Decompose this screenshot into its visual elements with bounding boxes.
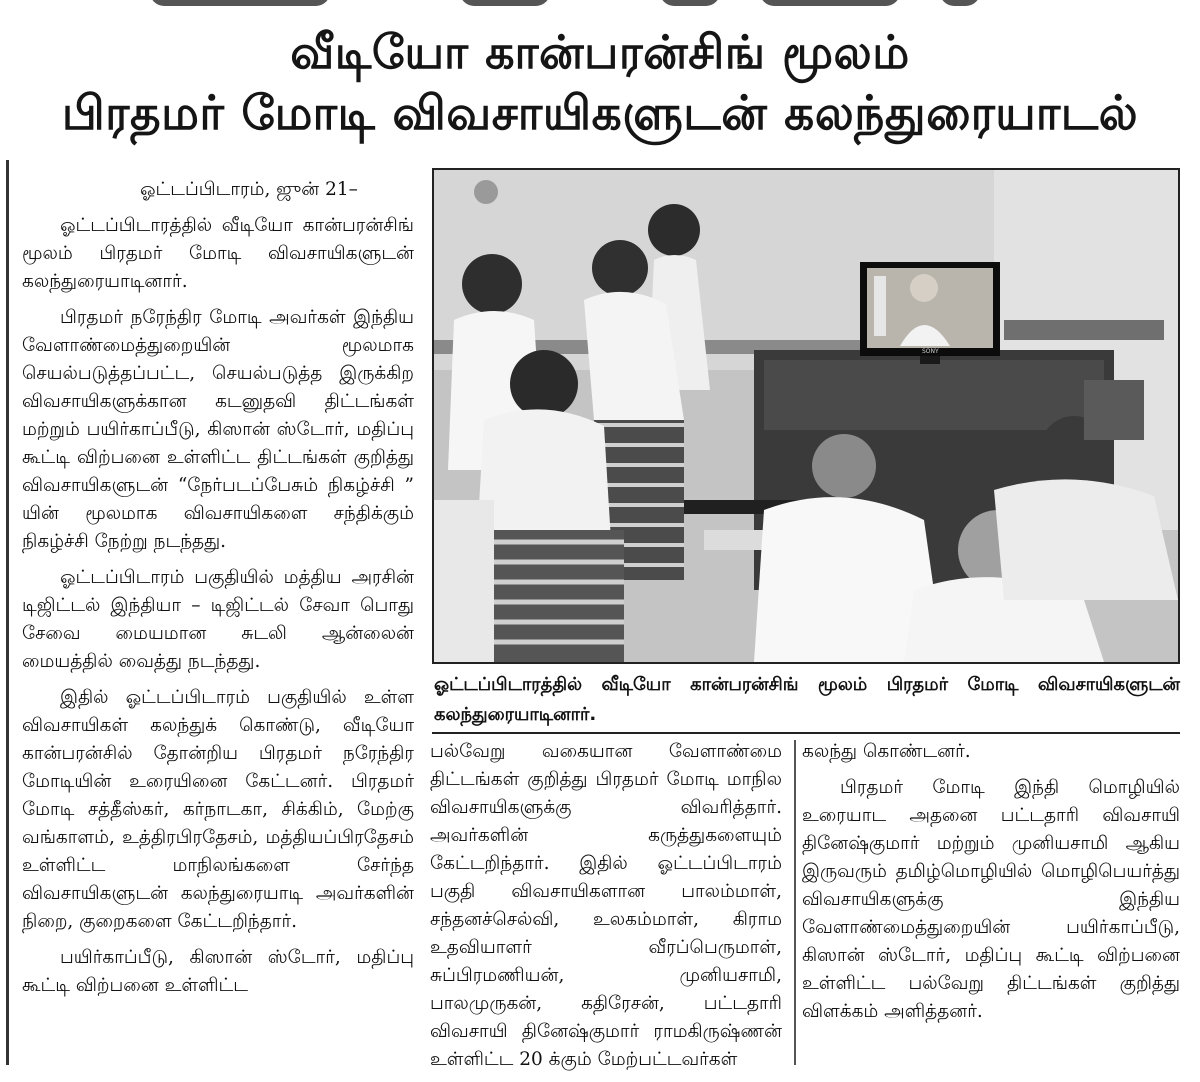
left-border-rule [6, 160, 9, 1065]
paragraph: பிரதமர் நரேந்திர மோடி அவர்கள் இந்திய வேளாண்மைத்துறையின் மூலமாக செயல்படுத்தப்பட்ட, செயல்படுத்த இருக்கிற விவசாயிகளுக்கான கடனுதவி திட்டங்கள் மற்றும் பயிர்காப்பீடு, கிஸான் ஸ்டோர், மதிப்பு கூட்டி விற்பனை உள்ளிட்ட திட்டங்கள் குறித்து விவசாயிகளுடன் “நேர்படப்பேசும் நிகழ்ச்சி ” யின் மூலமாக விவசாயிகளை சந்திக்கும் நிகழ்ச்சி நேற்று நடந்தது. [22, 307, 414, 552]
dateline: ஓட்டப்பிடாரம், ஜுன் 21– [140, 179, 358, 200]
farmers-watching-tv-illustration [434, 170, 1178, 662]
headline-line-2: பிரதமர் மோடி விவசாயிகளுடன் கலந்துரையாடல் [61, 86, 1139, 141]
article-column-3 [802, 738, 1180, 1034]
paragraph: ஓட்டப்பிடாரம் பகுதியில் மத்திய அரசின் டிஜிட்டல் இந்தியா – டிஜிட்டல் சேவா பொது சேவை மையமான சுடலி ஆன்லைன் மையத்தில் வைத்து நடந்தது. [22, 567, 414, 672]
article-column-2 [430, 738, 782, 1082]
paragraph: பல்வேறு வகையான வேளாண்மை திட்டங்கள் குறித்து பிரதமர் மோடி மாநில விவசாயிகளுக்கு விவரித்தார். அவர்களின் கருத்துகளையும் கேட்டறிந்தார். இதில் ஓட்டப்பிடாரம் பகுதி விவசாயிகளான பாலம்மாள், சந்தனச்செல்வி, உலகம்மாள், கிராம உதவியாளர் வீரப்பெருமாள், சுப்பிரமணியன், முனியசாமி, பாலமுருகன், கதிரேசன், பட்டதாரி விவசாயி தினேஷ்குமார் ராமகிருஷ்ணன் உள்ளிட்ட 20 க்கும் மேற்பட்டவர்கள் [430, 741, 782, 1070]
masthead-fragment [660, 0, 720, 6]
paragraph: ஓட்டப்பிடாரத்தில் வீடியோ கான்பரன்சிங் மூலம் பிரதமர் மோடி விவசாயிகளுடன் கலந்துரையாடினார். [22, 215, 414, 292]
photo-caption: ஓட்டப்பிடாரத்தில் வீடியோ கான்பரன்சிங் மூலம் பிரதமர் மோடி விவசாயிகளுடன் கலந்துரையாடினார். [434, 674, 1180, 725]
masthead-fragment [150, 0, 330, 6]
caption-rule [432, 732, 1180, 734]
paragraph: பயிர்காப்பீடு, கிஸான் ஸ்டோர், மதிப்பு கூட்டி விற்பனை உள்ளிட்ட [22, 947, 414, 996]
paragraph: கலந்து கொண்டனர். [802, 741, 971, 762]
masthead-fragment [940, 0, 980, 6]
masthead-remnant [0, 0, 1200, 14]
article-column-1 [22, 176, 414, 1008]
column-divider [794, 740, 796, 1065]
article-headline [0, 22, 1200, 146]
news-photo [432, 168, 1180, 664]
masthead-fragment [760, 0, 900, 6]
tv-brand-label: SONY [922, 348, 939, 355]
headline-line-1: வீடியோ கான்பரன்சிங் மூலம் [290, 25, 910, 79]
paragraph: இதில் ஓட்டப்பிடாரம் பகுதியில் உள்ள விவசாயிகள் கலந்துக் கொண்டு, வீடியோ கான்பரன்சில் தோன்றிய பிரதமர் நரேந்திர மோடியின் உரையினை கேட்டனர். பிரதமர் மோடி சத்தீஸ்கர், கர்நாடகா, சிக்கிம், மேற்கு வங்காளம், உத்திரபிரதேசம், மத்தியப்பிரதேசம் உள்ளிட்ட மாநிலங்களை சேர்ந்த விவசாயிகளுடன் கலந்துரையாடி அவர்களின் நிறை, குறைகளை கேட்டறிந்தார். [22, 687, 414, 932]
paragraph: பிரதமர் மோடி இந்தி மொழியில் உரையாட அதனை பட்டதாரி விவசாயி தினேஷ்குமார் மற்றும் முனியசாமி ஆகிய இருவரும் தமிழ்மொழியில் மொழிபெயர்த்து விவசாயிகளுக்கு இந்திய வேளாண்மைத்துறையின் பயிர்காப்பீடு, கிஸான் ஸ்டோர், மதிப்பு கூட்டி விற்பனை உள்ளிட்ட பல்வேறு திட்டங்கள் குறித்து விளக்கம் அளித்தனர். [802, 777, 1180, 1022]
masthead-fragment [460, 0, 550, 6]
